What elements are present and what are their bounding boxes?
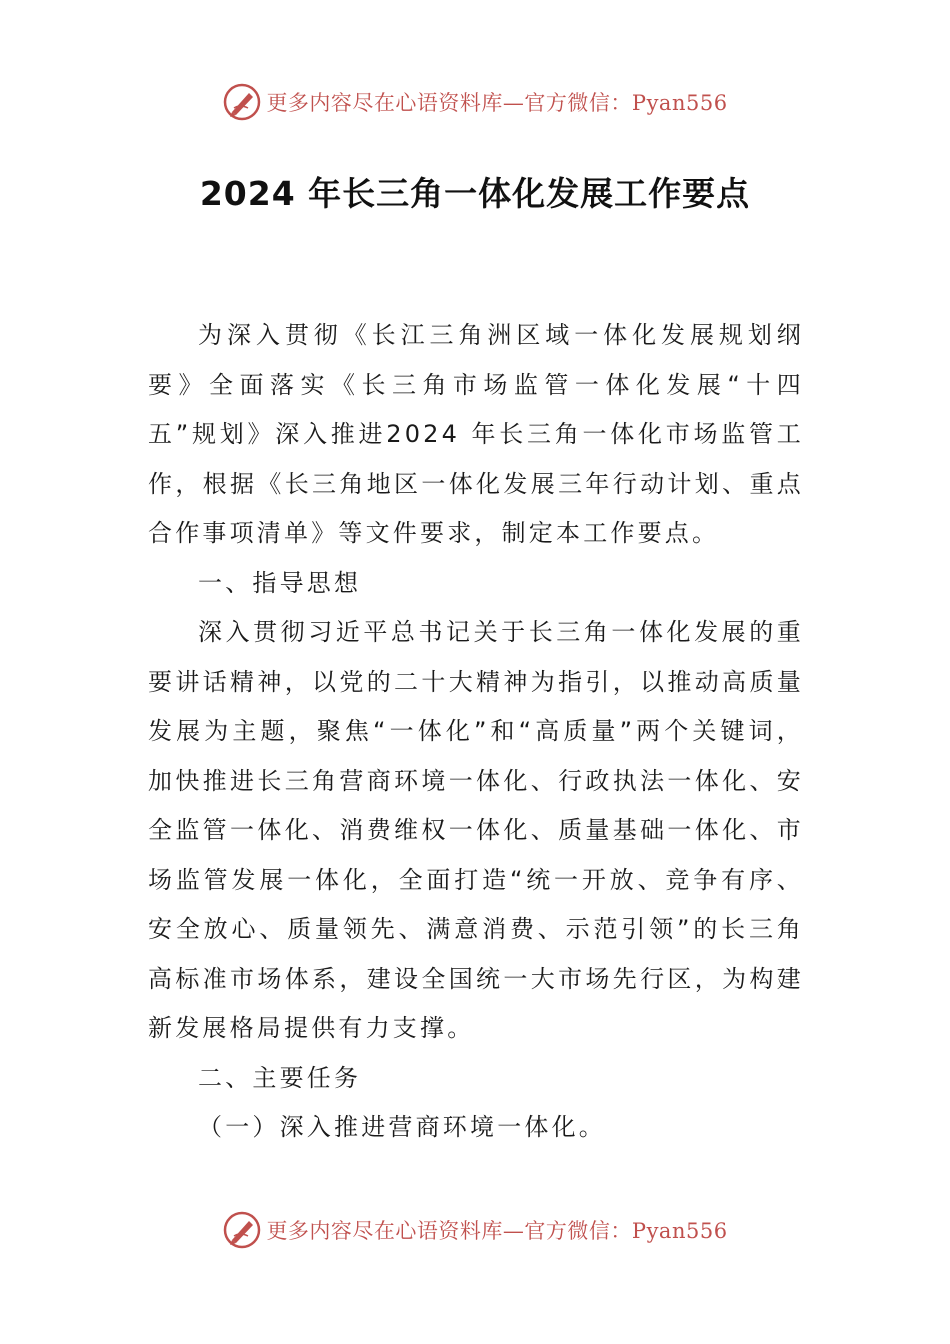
watermark-text: 更多内容尽在心语资料库—官方微信：Pyan556: [266, 91, 728, 115]
pen-logo-icon: [222, 82, 262, 122]
pen-logo-icon: [222, 1210, 262, 1250]
header-watermark: [0, 80, 950, 124]
section-heading-main-tasks: 二、主要任务: [198, 1063, 362, 1092]
subsection-heading-business-environment: （一）深入推进营商环境一体化。: [198, 1113, 606, 1141]
section-heading-guiding-ideology: 一、指导思想: [198, 568, 362, 597]
intro-paragraph: 为深入贯彻《长江三角洲区域一体化发展规划纲要》全面落实《长三角市场监管一体化发展“十四五”规划》深入推进2024 年长三角一体化市场监管工作，根据《长三角地区一体化发展三年行动计划、重点合作事项清单》等文件要求，制定本工作要点。: [148, 321, 804, 547]
document-title: 2024 年长三角一体化发展工作要点: [199, 174, 751, 213]
guiding-ideology-paragraph: 深入贯彻习近平总书记关于长三角一体化发展的重要讲话精神，以党的二十大精神为指引，以推动高质量发展为主题，聚焦“一体化”和“高质量”两个关键词，加快推进长三角营商环境一体化、行政执法一体化、安全监管一体化、消费维权一体化、质量基础一体化、市场监管发展一体化，全面打造“统一开放、竞争有序、安全放心、质量领先、满意消费、示范引领”的长三角高标准市场体系，建设全国统一大市场先行区，为构建新发展格局提供有力支撑。: [148, 618, 804, 1042]
watermark-text: 更多内容尽在心语资料库—官方微信：Pyan556: [266, 1219, 728, 1243]
document-body: [148, 311, 804, 1153]
footer-watermark: [0, 1208, 950, 1252]
